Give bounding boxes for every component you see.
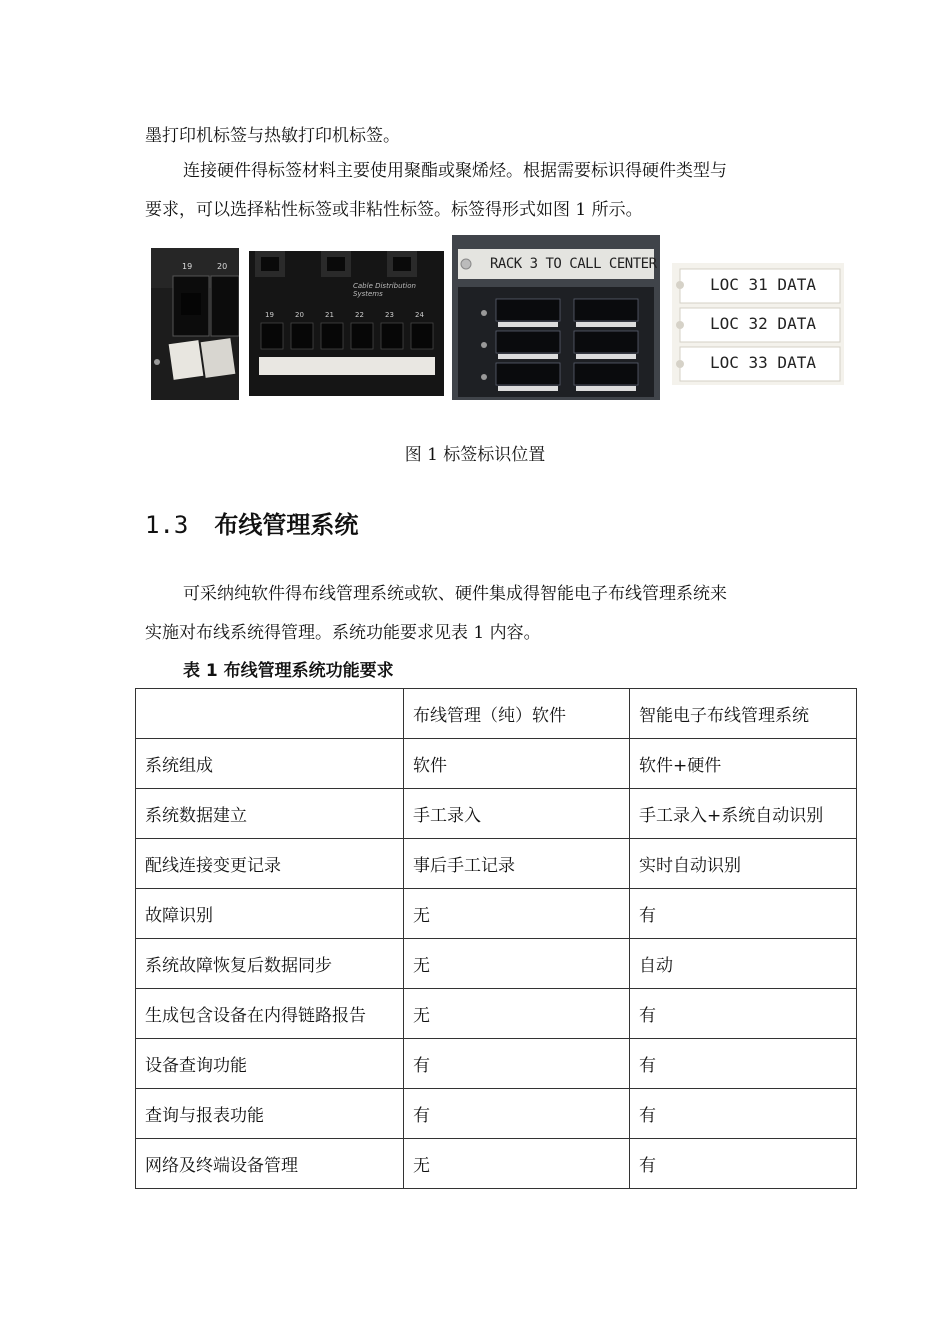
rack-photo xyxy=(452,235,660,400)
table-header-cell: 智能电子布线管理系统 xyxy=(630,689,857,739)
table-row xyxy=(136,739,857,789)
table-cell: 查询与报表功能 xyxy=(136,1089,404,1139)
port-number: 21 xyxy=(325,311,334,319)
port-number: 22 xyxy=(355,311,364,319)
function-requirements-table xyxy=(135,688,857,1189)
table-cell: 软件+硬件 xyxy=(630,739,857,789)
table-cell: 系统数据建立 xyxy=(136,789,404,839)
table-cell: 有 xyxy=(404,1089,630,1139)
table-caption: 表 1 布线管理系统功能要求 xyxy=(183,661,394,681)
paragraph-line: 要求，可以选择粘性标签或非粘性标签。标签得形式如图 1 所示。 xyxy=(145,200,643,220)
table-header-cell xyxy=(136,689,404,739)
panel-brand-text: Cable Distribution Systems xyxy=(353,282,416,298)
loc-label: LOC 31 DATA xyxy=(710,275,816,294)
table-cell: 有 xyxy=(630,1039,857,1089)
table-row xyxy=(136,1089,857,1139)
table-cell: 无 xyxy=(404,989,630,1039)
section-heading xyxy=(145,505,358,540)
loc-label: LOC 32 DATA xyxy=(710,314,816,333)
port-number: 20 xyxy=(217,262,228,271)
table-row xyxy=(136,1139,857,1189)
port-number: 20 xyxy=(295,311,304,319)
paragraph-line: 实施对布线系统得管理。系统功能要求见表 1 内容。 xyxy=(145,623,541,643)
section-title: 布线管理系统 xyxy=(214,511,359,539)
table-cell: 无 xyxy=(404,939,630,989)
table-cell: 设备查询功能 xyxy=(136,1039,404,1089)
table-cell: 无 xyxy=(404,889,630,939)
table-cell: 手工录入+系统自动识别 xyxy=(630,789,857,839)
loc-label: LOC 33 DATA xyxy=(710,353,816,372)
table-cell: 有 xyxy=(630,989,857,1039)
table-cell: 无 xyxy=(404,1139,630,1189)
table-cell: 系统故障恢复后数据同步 xyxy=(136,939,404,989)
figure-caption: 图 1 标签标识位置 xyxy=(404,445,546,465)
table-row xyxy=(136,989,857,1039)
port-number: 23 xyxy=(385,311,394,319)
table-row xyxy=(136,889,857,939)
table-cell: 故障识别 xyxy=(136,889,404,939)
table-header-row xyxy=(136,689,857,739)
paragraph-line: 可采纳纯软件得布线管理系统或软、硬件集成得智能电子布线管理系统来 xyxy=(183,584,727,604)
patch-panel-photo-1 xyxy=(151,248,239,400)
section-number: 1.3 xyxy=(145,511,189,539)
table-cell: 有 xyxy=(404,1039,630,1089)
paragraph-line: 墨打印机标签与热敏打印机标签。 xyxy=(145,126,400,146)
port-number: 19 xyxy=(182,262,193,271)
table-row xyxy=(136,839,857,889)
table-cell: 事后手工记录 xyxy=(404,839,630,889)
port-number: 19 xyxy=(265,311,274,319)
table-row xyxy=(136,1039,857,1089)
table-cell: 配线连接变更记录 xyxy=(136,839,404,889)
table-row xyxy=(136,789,857,839)
table-cell: 系统组成 xyxy=(136,739,404,789)
table-cell: 有 xyxy=(630,889,857,939)
table-cell: 有 xyxy=(630,1089,857,1139)
table-header-cell: 布线管理（纯）软件 xyxy=(404,689,630,739)
table-cell: 手工录入 xyxy=(404,789,630,839)
table-cell: 软件 xyxy=(404,739,630,789)
table-cell: 自动 xyxy=(630,939,857,989)
port-number-row xyxy=(265,311,441,319)
table-cell: 生成包含设备在内得链路报告 xyxy=(136,989,404,1039)
rack-label-text: RACK 3 TO CALL CENTER xyxy=(490,256,657,272)
port-number: 24 xyxy=(415,311,424,319)
patch-panel-photo-2 xyxy=(249,251,444,396)
table-cell: 网络及终端设备管理 xyxy=(136,1139,404,1189)
table-cell: 实时自动识别 xyxy=(630,839,857,889)
table-cell: 有 xyxy=(630,1139,857,1189)
label-strip-photo xyxy=(672,263,844,385)
table-row xyxy=(136,939,857,989)
paragraph-line: 连接硬件得标签材料主要使用聚酯或聚烯烃。根据需要标识得硬件类型与 xyxy=(183,161,727,181)
